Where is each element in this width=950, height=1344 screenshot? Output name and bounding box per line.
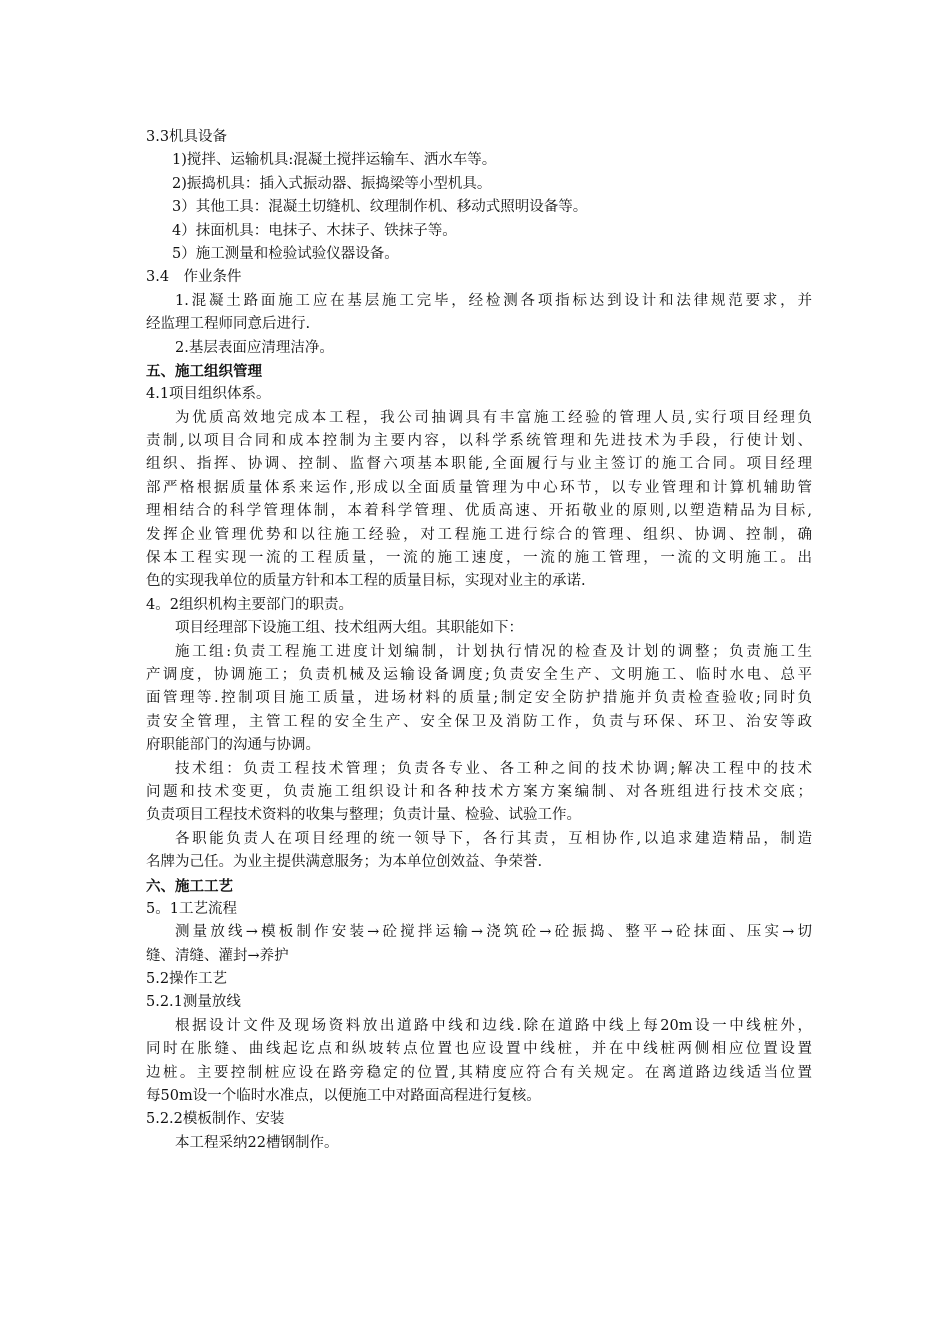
text-line: 负责项目工程技术资料的收集与整理；负责计量、检验、试验工作。 (146, 807, 581, 824)
text-line: 3.3机具设备 (146, 129, 228, 145)
text-line: 同时在胀缝、曲线起讫点和纵坡转点位置也应设置中线桩，并在中线桩两侧相应位置设置 (146, 1041, 812, 1058)
text-line: 测量放线→模板制作安装→砼搅拌运输→浇筑砼→砼振捣、整平→砼抹面、压实→切 (175, 924, 812, 941)
text-line: 问题和技术变更，负责施工组织设计和各种技术方案方案编制、对各班组进行技术交底； (146, 783, 812, 800)
text-line: 产调度，协调施工；负责机械及运输设备调度;负责安全生产、文明施工、临时水电、总平 (146, 666, 812, 683)
text-line: 3.4 作业条件 (146, 269, 242, 286)
text-line: 3）其他工具：混凝土切缝机、纹理制作机、移动式照明设备等。 (172, 199, 588, 216)
text-line: 5。1工艺流程 (146, 900, 237, 917)
text-line: 2.基层表面应清理洁净。 (175, 339, 334, 356)
text-line: 4.1项目组织体系。 (146, 386, 271, 403)
section-heading: 五、施工组织管理 (146, 362, 262, 380)
text-line: 理相结合的科学管理体制，本着科学管理、优质高速、开拓敬业的原则,以塑造精品为目标, (146, 503, 812, 520)
text-line: 面管理等.控制项目施工质量，进场材料的质量;制定安全防护措施并负责检查验收;同时负 (146, 690, 812, 707)
text-line: 为优质高效地完成本工程，我公司抽调具有丰富施工经验的管理人员,实行项目经理负 (175, 409, 812, 426)
text-line: 技术组：负责工程技术管理；负责各专业、各工种之间的技术协调;解决工程中的技术 (175, 760, 812, 777)
text-line: 2)振捣机具：插入式振动器、振捣梁等小型机具。 (172, 175, 492, 192)
text-line: 根据设计文件及现场资料放出道路中线和边线.除在道路中线上每20m设一中线桩外， (175, 1017, 812, 1034)
text-line: 部严格根据质量体系来运作,形成以全面质量管理为中心环节，以专业管理和计算机辅助管 (146, 479, 812, 496)
text-line: 本工程采纳22槽钢制作。 (175, 1134, 339, 1151)
text-line: 每50m设一个临时水准点，以便施工中对路面高程进行复核。 (146, 1088, 541, 1105)
text-line: 色的实现我单位的质量方针和本工程的质量目标，实现对业主的承诺. (146, 573, 586, 590)
text-line: 1)搅拌、运输机具:混凝土搅拌运输车、洒水车等。 (172, 152, 497, 169)
section-heading: 六、施工工艺 (146, 877, 233, 895)
text-line: 发挥企业管理优势和以往施工经验，对工程施工进行综合的管理、组织、协调、控制，确 (146, 526, 812, 543)
text-line: 4。2组织机构主要部门的职责。 (146, 596, 353, 613)
text-line: 各职能负责人在项目经理的统一领导下，各行其责，互相协作,以追求建造精品，制造 (175, 830, 812, 847)
text-line: 府职能部门的沟通与协调。 (146, 737, 320, 754)
text-line: 5.2.2模板制作、安装 (146, 1111, 285, 1128)
text-line: 边桩。主要控制桩应设在路旁稳定的位置,其精度应符合有关规定。在离道路边线适当位置 (146, 1064, 812, 1081)
text-line: 名牌为己任。为业主提供满意服务；为本单位创效益、争荣誉. (146, 854, 543, 871)
text-line: 5.2操作工艺 (146, 971, 228, 988)
text-line: 4）抹面机具：电抹子、木抹子、铁抹子等。 (172, 222, 457, 239)
text-line: 经监理工程师同意后进行. (146, 316, 311, 333)
text-line: 施工组:负责工程施工进度计划编制，计划执行情况的检查及计划的调整；负责施工生 (175, 643, 812, 660)
text-line: 1.混凝土路面施工应在基层施工完毕，经检测各项指标达到设计和法律规范要求，并 (175, 292, 812, 309)
text-line: 5.2.1测量放线 (146, 994, 241, 1011)
text-line: 责制,以项目合同和成本控制为主要内容，以科学系统管理和先进技术为手段，行使计划、 (146, 433, 812, 450)
text-line: 保本工程实现一流的工程质量，一流的施工速度，一流的施工管理，一流的文明施工。出 (146, 550, 812, 567)
text-line: 组织、指挥、协调、控制、监督六项基本职能,全面履行与业主签订的施工合同。项目经理 (146, 456, 812, 473)
document-page (146, 126, 812, 1155)
text-line: 缝、清缝、灌封→养护 (146, 947, 289, 964)
text-line: 责安全管理，主管工程的安全生产、安全保卫及消防工作，负责与环保、环卫、治安等政 (146, 713, 812, 730)
text-line: 5）施工测量和检验试验仪器设备。 (172, 245, 399, 262)
text-line: 项目经理部下设施工组、技术组两大组。其职能如下： (175, 620, 523, 637)
